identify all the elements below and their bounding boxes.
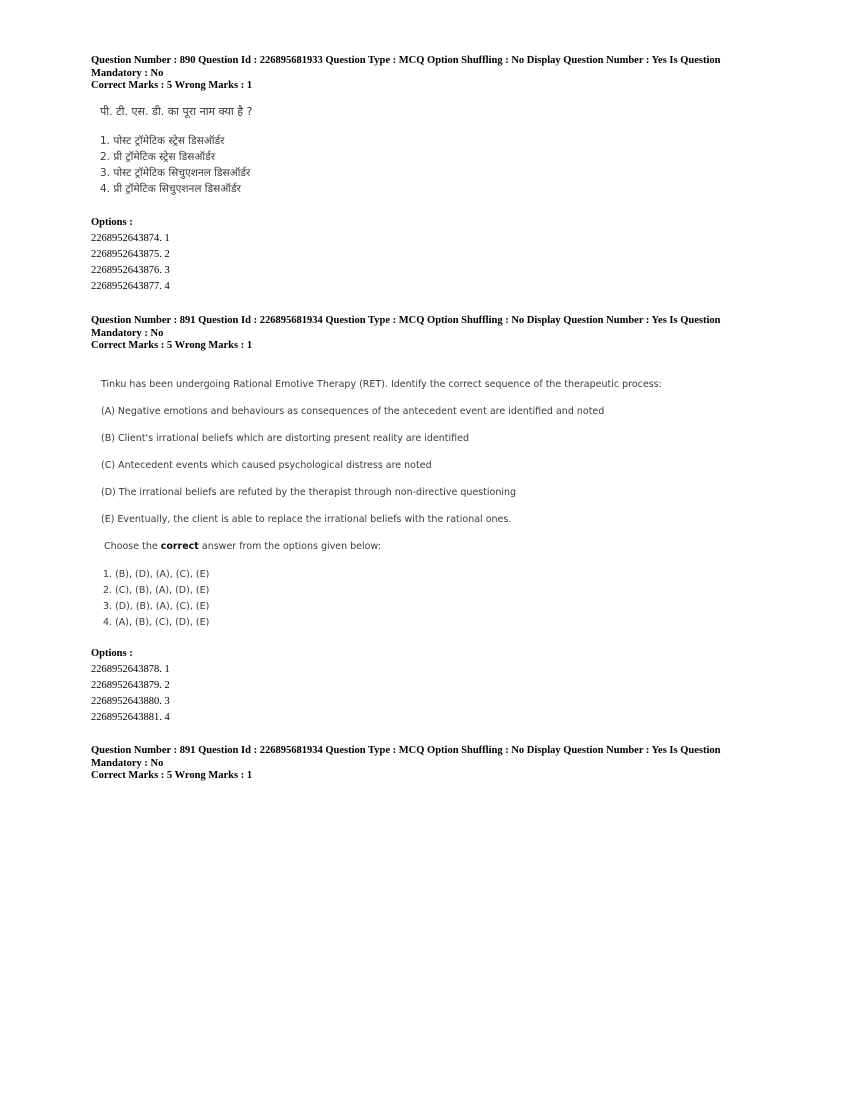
statement-c: (C) Antecedent events which caused psychological distress are noted [101,460,432,471]
statement-a: (A) Negative emotions and behaviours as consequences of the antecedent event are identified and noted [101,406,605,417]
answer-choice: 2. (C), (B), (A), (D), (E) [103,585,210,596]
option-item: 2268952643876. 3 [91,265,170,276]
meta-line: Correct Marks : 5 Wrong Marks : 1 [91,340,253,351]
answer-choice: 3. (D), (B), (A), (C), (E) [103,601,210,612]
question-891-repeat [91,745,751,790]
meta-line: Question Number : 891 Question Id : 226895681934 Question Type : MCQ Option Shuffling : No Display Question Number : Yes Is Question [91,745,721,756]
answer-choice: 4. (A), (B), (C), (D), (E) [103,617,210,628]
choose-bold: correct [160,541,199,552]
meta-line: Question Number : 890 Question Id : 226895681933 Question Type : MCQ Option Shuffling : No Display Question Number : Yes Is Question [91,55,721,66]
options-label: Options : [91,648,133,659]
choose-suffix: answer from the options given below: [198,541,381,552]
statement-d: (D) The irrational beliefs are refuted by the therapist through non-directive questioning [101,487,517,498]
option-item: 2268952643881. 4 [91,712,170,723]
meta-line: Mandatory : No [91,757,164,769]
option-item: 2268952643875. 2 [91,249,170,260]
question-meta [91,745,751,783]
options-label: Options : [91,217,133,228]
option-item: 2268952643877. 4 [91,281,170,292]
option-item: 2268952643878. 1 [91,664,170,675]
options-list [91,646,170,726]
option-item: 2268952643874. 1 [91,233,170,244]
answer-choice: 3. पोस्ट ट्रॉमेटिक सिचुएशनल डिसऑर्डर [100,167,251,179]
answer-choices [103,567,209,631]
option-item: 2268952643880. 3 [91,696,170,707]
meta-line: Correct Marks : 5 Wrong Marks : 1 [91,770,253,781]
question-meta [91,55,751,93]
question-890 [91,55,751,295]
meta-line: Mandatory : No [91,67,164,79]
question-stem: पी. टी. एस. डी. का पूरा नाम क्या है ? [100,105,253,118]
choose-instruction [104,541,381,552]
statement-b: (B) Client's irrational beliefs which are distorting present reality are identified [101,433,469,444]
meta-line: Correct Marks : 5 Wrong Marks : 1 [91,80,253,91]
option-item: 2268952643879. 2 [91,680,170,691]
statement-e: (E) Eventually, the client is able to replace the irrational beliefs with the rational ones. [101,514,512,525]
options-list [91,215,170,295]
question-891 [91,315,751,725]
meta-line: Mandatory : No [91,327,164,339]
choose-prefix: Choose the [104,541,161,552]
answer-choice: 1. पोस्ट ट्रॉमेटिक स्ट्रेस डिसऑर्डर [100,135,225,147]
answer-choices [100,133,250,197]
answer-choice: 1. (B), (D), (A), (C), (E) [103,569,210,580]
question-stem: Tinku has been undergoing Rational Emotive Therapy (RET). Identify the correct sequence of the therapeutic process: [101,379,662,390]
answer-choice: 2. प्री ट्रॉमेटिक स्ट्रेस डिसऑर्डर [100,151,215,163]
meta-line: Question Number : 891 Question Id : 226895681934 Question Type : MCQ Option Shuffling : No Display Question Number : Yes Is Question [91,315,721,326]
question-meta [91,315,751,353]
answer-choice: 4. प्री ट्रॉमेटिक सिचुएशनल डिसऑर्डर [100,183,241,195]
